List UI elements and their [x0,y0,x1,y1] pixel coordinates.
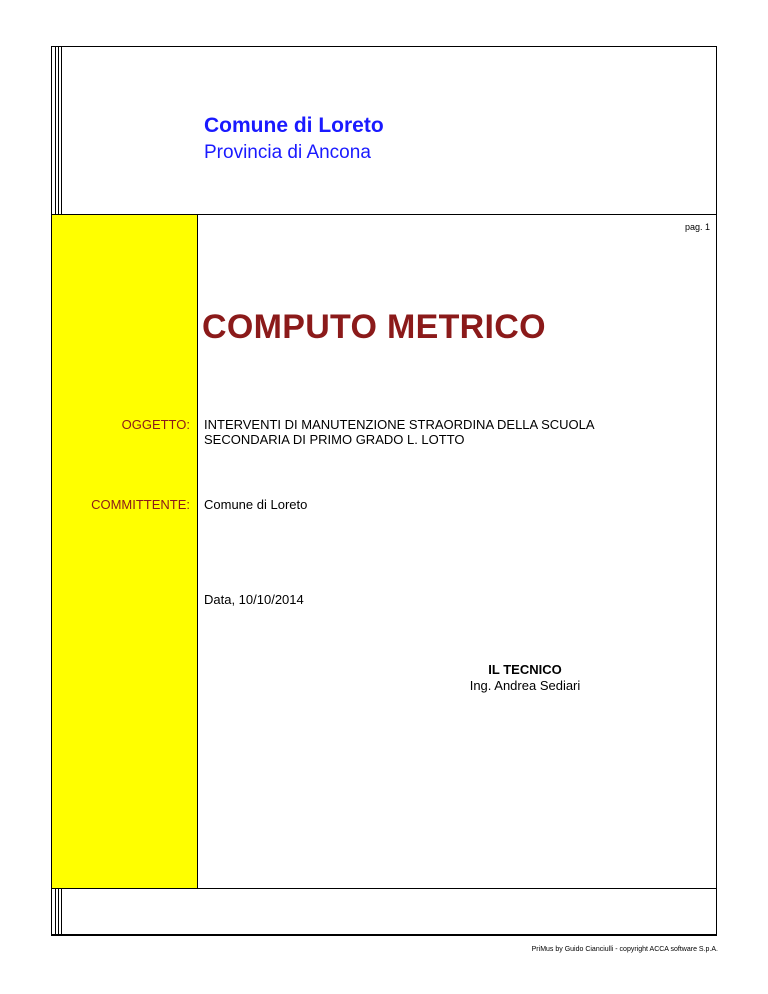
sidebar-divider [197,214,198,888]
yellow-sidebar [52,214,198,888]
province-name: Provincia di Ancona [204,142,371,163]
oggetto-label: OGGETTO: [121,417,190,432]
document-title: COMPUTO METRICO [202,308,546,346]
signature-name: Ing. Andrea Sediari [469,678,581,693]
software-footer: PriMus by Guido Cianciulli - copyright ACCA software S.p.A. [531,946,718,953]
oggetto-value [204,417,704,447]
committente-value: Comune di Loreto [204,497,308,512]
bottom-bar [51,934,717,936]
organization-name: Comune di Loreto [204,114,384,137]
left-double-line-3 [61,46,62,214]
header-divider [51,214,717,215]
document-date: Data, 10/10/2014 [204,592,304,607]
committente-label: COMMITTENTE: [91,497,190,512]
left-double-line-4 [61,888,62,936]
oggetto-value-line-2: SECONDARIA DI PRIMO GRADO L. LOTTO [204,432,465,447]
oggetto-value-line-1: INTERVENTI DI MANUTENZIONE STRAORDINA DELLA SCUOLA [204,417,595,432]
signature-title: IL TECNICO [488,662,562,677]
footer-divider [51,888,717,889]
page-number: pag. 1 [684,222,710,232]
